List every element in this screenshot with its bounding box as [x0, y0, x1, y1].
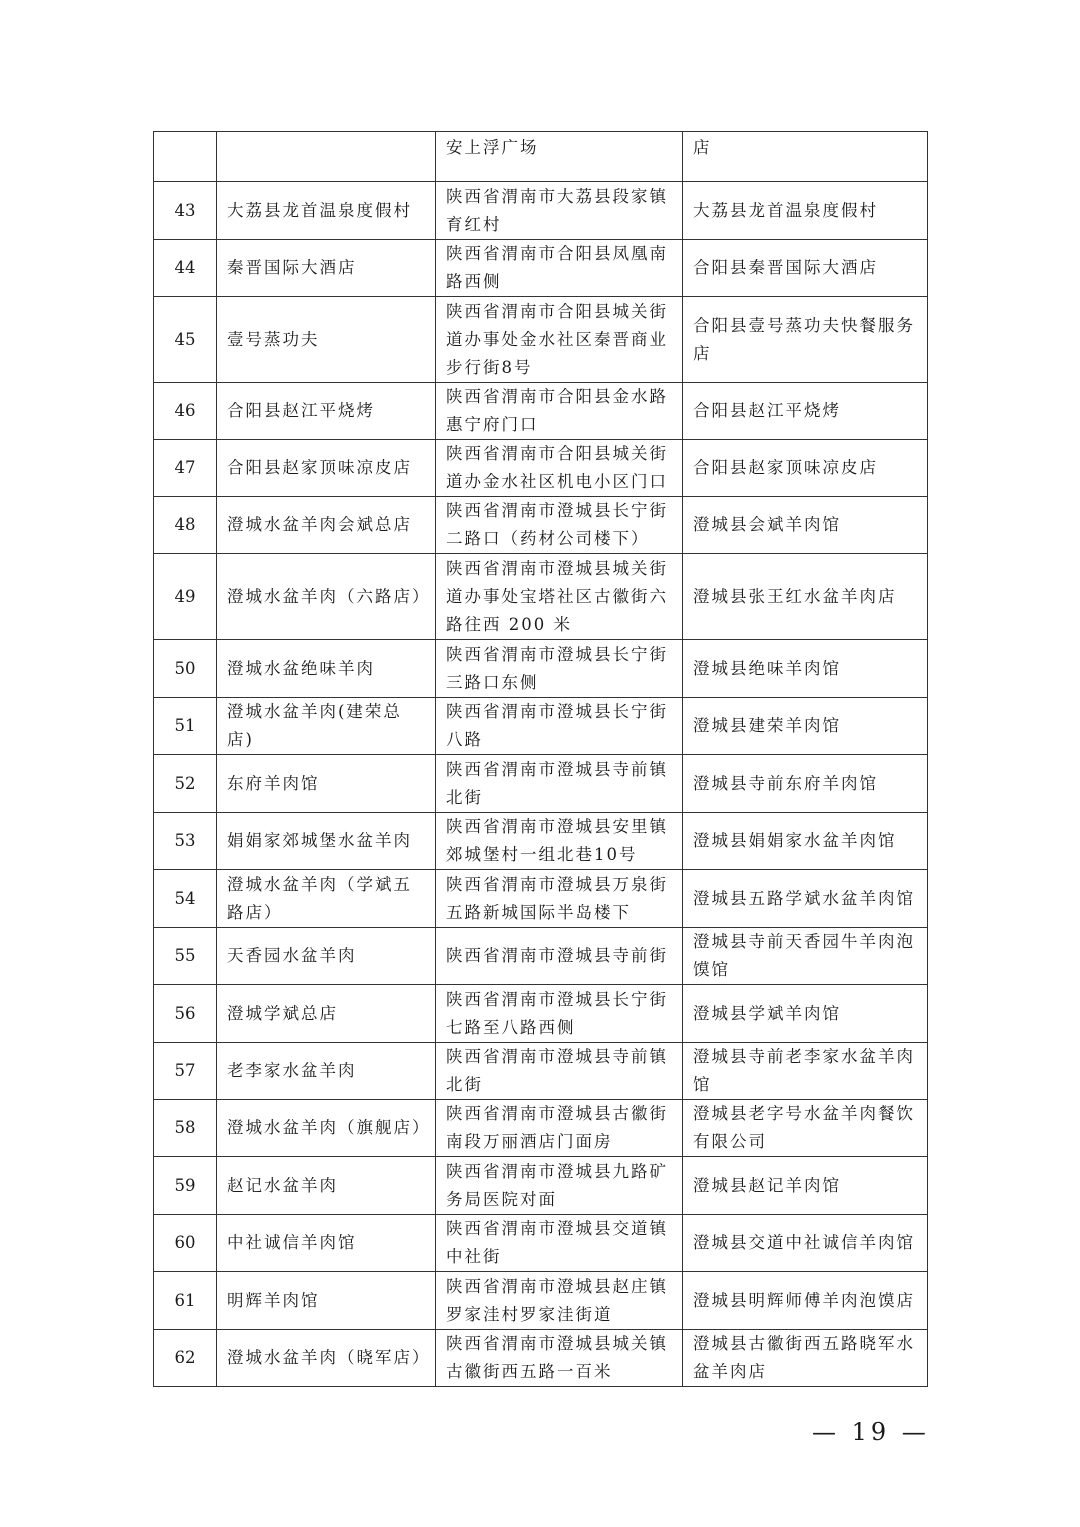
address-cell: 陕西省渭南市澄城县赵庄镇罗家洼村罗家洼街道	[436, 1272, 683, 1330]
restaurant-name-cell: 合阳县赵家顶味凉皮店	[217, 440, 436, 497]
address-cell: 陕西省渭南市澄城县长宁街二路口（药材公司楼下）	[436, 497, 683, 554]
table-row	[154, 1330, 928, 1387]
address-cell: 陕西省渭南市大荔县段家镇育红村	[436, 182, 683, 240]
enterprise-name-cell: 澄城县学斌羊肉馆	[683, 985, 928, 1043]
table-row	[154, 240, 928, 297]
table-row	[154, 1100, 928, 1157]
table-row	[154, 813, 928, 870]
table-row	[154, 928, 928, 985]
address-cell: 陕西省渭南市澄城县万泉街五路新城国际半岛楼下	[436, 870, 683, 928]
restaurant-name-cell: 澄城水盆羊肉会斌总店	[217, 497, 436, 554]
table-row	[154, 870, 928, 928]
restaurant-name-cell: 中社诚信羊肉馆	[217, 1215, 436, 1272]
table-row	[154, 554, 928, 640]
address-cell: 陕西省渭南市合阳县凤凰南路西侧	[436, 240, 683, 297]
address-cell: 陕西省渭南市澄城县九路矿务局医院对面	[436, 1157, 683, 1215]
address-cell: 陕西省渭南市澄城县长宁街七路至八路西侧	[436, 985, 683, 1043]
restaurant-name-cell: 壹号蒸功夫	[217, 297, 436, 383]
address-cell: 陕西省渭南市澄城县城关街道办事处宝塔社区古徽街六路往西 200 米	[436, 554, 683, 640]
row-number-cell: 43	[154, 182, 217, 240]
row-number-cell: 62	[154, 1330, 217, 1387]
row-number-cell: 47	[154, 440, 217, 497]
row-number-cell: 51	[154, 698, 217, 755]
address-cell: 安上浮广场	[436, 132, 683, 182]
restaurant-name-cell: 天香园水盆羊肉	[217, 928, 436, 985]
table-row	[154, 497, 928, 554]
page-number: — 19 —	[812, 1418, 930, 1446]
address-cell: 陕西省渭南市澄城县长宁街三路口东侧	[436, 640, 683, 698]
table-row	[154, 440, 928, 497]
address-cell: 陕西省渭南市澄城县城关镇古徽街西五路一百米	[436, 1330, 683, 1387]
table-row	[154, 297, 928, 383]
restaurant-name-cell: 明辉羊肉馆	[217, 1272, 436, 1330]
table-row	[154, 698, 928, 755]
restaurant-name-cell: 澄城学斌总店	[217, 985, 436, 1043]
enterprise-name-cell: 大荔县龙首温泉度假村	[683, 182, 928, 240]
enterprise-name-cell: 澄城县赵记羊肉馆	[683, 1157, 928, 1215]
enterprise-name-cell: 澄城县交道中社诚信羊肉馆	[683, 1215, 928, 1272]
table-row	[154, 1215, 928, 1272]
row-number-cell	[154, 132, 217, 182]
table-row	[154, 985, 928, 1043]
address-cell: 陕西省渭南市澄城县寺前镇北街	[436, 1043, 683, 1100]
address-cell: 陕西省渭南市合阳县金水路惠宁府门口	[436, 383, 683, 440]
enterprise-name-cell: 澄城县古徽街西五路晓军水盆羊肉店	[683, 1330, 928, 1387]
row-number-cell: 49	[154, 554, 217, 640]
table-row	[154, 1272, 928, 1330]
row-number-cell: 54	[154, 870, 217, 928]
row-number-cell: 44	[154, 240, 217, 297]
restaurant-name-cell: 东府羊肉馆	[217, 755, 436, 813]
enterprise-name-cell: 合阳县壹号蒸功夫快餐服务店	[683, 297, 928, 383]
row-number-cell: 59	[154, 1157, 217, 1215]
row-number-cell: 45	[154, 297, 217, 383]
table-body	[154, 132, 928, 1387]
restaurant-name-cell: 澄城水盆羊肉（学斌五路店）	[217, 870, 436, 928]
enterprise-name-cell: 合阳县秦晋国际大酒店	[683, 240, 928, 297]
row-number-cell: 56	[154, 985, 217, 1043]
table-row	[154, 132, 928, 182]
address-cell: 陕西省渭南市澄城县安里镇郊城堡村一组北巷10号	[436, 813, 683, 870]
enterprise-name-cell: 澄城县寺前天香园牛羊肉泡馍馆	[683, 928, 928, 985]
enterprise-name-cell: 澄城县绝味羊肉馆	[683, 640, 928, 698]
restaurant-name-cell: 娟娟家郊城堡水盆羊肉	[217, 813, 436, 870]
row-number-cell: 46	[154, 383, 217, 440]
address-cell: 陕西省渭南市澄城县交道镇中社街	[436, 1215, 683, 1272]
enterprise-name-cell: 澄城县明辉师傅羊肉泡馍店	[683, 1272, 928, 1330]
row-number-cell: 55	[154, 928, 217, 985]
enterprise-name-cell: 澄城县会斌羊肉馆	[683, 497, 928, 554]
address-cell: 陕西省渭南市合阳县城关街道办事处金水社区秦晋商业步行街8号	[436, 297, 683, 383]
enterprise-name-cell: 澄城县老字号水盆羊肉餐饮有限公司	[683, 1100, 928, 1157]
enterprise-name-cell: 合阳县赵家顶味凉皮店	[683, 440, 928, 497]
address-cell: 陕西省渭南市澄城县长宁街八路	[436, 698, 683, 755]
restaurant-list-table	[153, 131, 928, 1387]
row-number-cell: 58	[154, 1100, 217, 1157]
address-cell: 陕西省渭南市合阳县城关街道办金水社区机电小区门口	[436, 440, 683, 497]
enterprise-name-cell: 合阳县赵江平烧烤	[683, 383, 928, 440]
restaurant-name-cell: 澄城水盆羊肉(建荣总店)	[217, 698, 436, 755]
row-number-cell: 48	[154, 497, 217, 554]
row-number-cell: 50	[154, 640, 217, 698]
table-row	[154, 182, 928, 240]
enterprise-name-cell: 澄城县五路学斌水盆羊肉馆	[683, 870, 928, 928]
restaurant-name-cell: 澄城水盆绝味羊肉	[217, 640, 436, 698]
address-cell: 陕西省渭南市澄城县寺前街	[436, 928, 683, 985]
table-row	[154, 1043, 928, 1100]
table-row	[154, 1157, 928, 1215]
row-number-cell: 60	[154, 1215, 217, 1272]
table-row	[154, 755, 928, 813]
row-number-cell: 57	[154, 1043, 217, 1100]
address-cell: 陕西省渭南市澄城县寺前镇北街	[436, 755, 683, 813]
enterprise-name-cell: 澄城县寺前东府羊肉馆	[683, 755, 928, 813]
row-number-cell: 53	[154, 813, 217, 870]
enterprise-name-cell: 店	[683, 132, 928, 182]
enterprise-name-cell: 澄城县娟娟家水盆羊肉馆	[683, 813, 928, 870]
restaurant-name-cell: 秦晋国际大酒店	[217, 240, 436, 297]
row-number-cell: 52	[154, 755, 217, 813]
enterprise-name-cell: 澄城县建荣羊肉馆	[683, 698, 928, 755]
restaurant-name-cell: 赵记水盆羊肉	[217, 1157, 436, 1215]
restaurant-name-cell: 老李家水盆羊肉	[217, 1043, 436, 1100]
restaurant-name-cell	[217, 132, 436, 182]
address-cell: 陕西省渭南市澄城县古徽街南段万丽酒店门面房	[436, 1100, 683, 1157]
table-row	[154, 640, 928, 698]
restaurant-name-cell: 澄城水盆羊肉（旗舰店）	[217, 1100, 436, 1157]
restaurant-name-cell: 大荔县龙首温泉度假村	[217, 182, 436, 240]
restaurant-name-cell: 合阳县赵江平烧烤	[217, 383, 436, 440]
restaurant-name-cell: 澄城水盆羊肉（六路店）	[217, 554, 436, 640]
enterprise-name-cell: 澄城县张王红水盆羊肉店	[683, 554, 928, 640]
enterprise-name-cell: 澄城县寺前老李家水盆羊肉馆	[683, 1043, 928, 1100]
row-number-cell: 61	[154, 1272, 217, 1330]
table-row	[154, 383, 928, 440]
restaurant-name-cell: 澄城水盆羊肉（晓军店）	[217, 1330, 436, 1387]
